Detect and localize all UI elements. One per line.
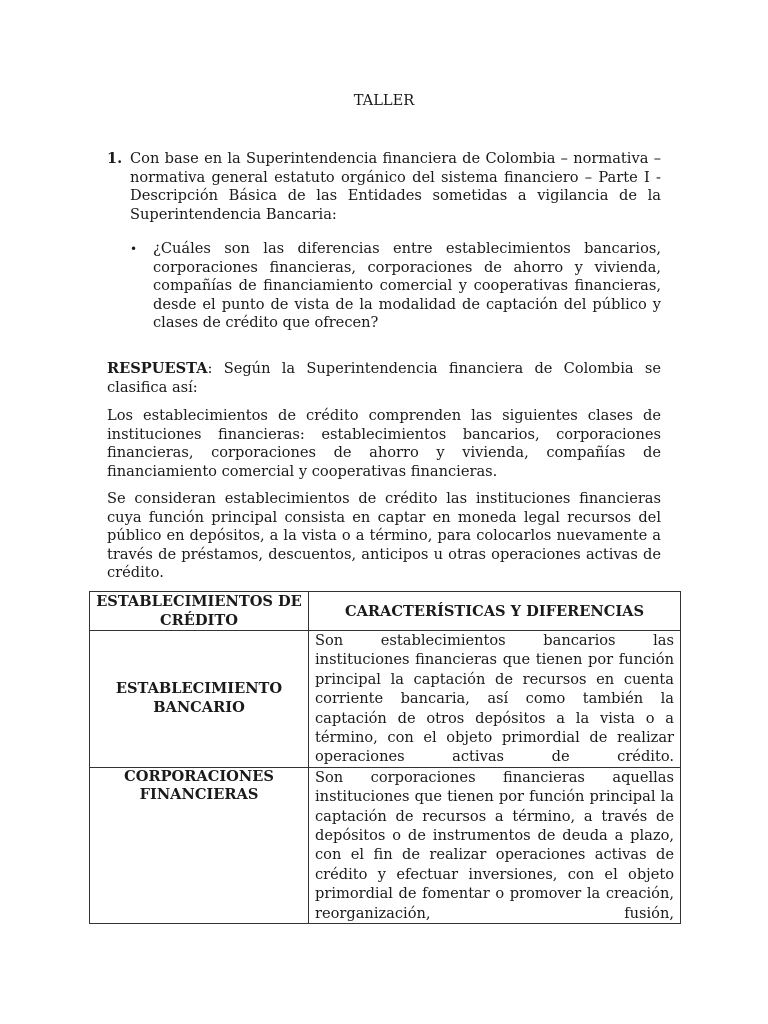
answer-label: RESPUESTA xyxy=(107,360,208,377)
question-text: Con base en la Superintendencia financiera de Colombia – normativa – normativa general estatuto orgánico del sistema financiero – Parte I - Descripción Básica de las Entidades sometidas a vigilancia de la Superintendencia Bancaria: xyxy=(130,150,661,223)
page-title: TALLER xyxy=(353,92,415,109)
table-header-characteristics: CARACTERÍSTICAS Y DIFERENCIAS xyxy=(309,592,681,631)
table-header-row xyxy=(90,592,681,631)
table-header-institutions: ESTABLECIMIENTOS DE CRÉDITO xyxy=(90,592,309,631)
question-number: 1. xyxy=(107,150,123,167)
answer-paragraph-2: Se consideran establecimientos de crédito las instituciones financieras cuya función principal consista en captar en moneda legal recursos del público en depósitos, a la vista o a término, para colocarlos nuevamente a través de préstamos, descuentos, anticipos u otras operaciones activas de crédito. xyxy=(107,490,661,581)
bullet-icon: • xyxy=(130,242,138,256)
table-row xyxy=(90,767,681,923)
answer-intro-text: : Según la Superintendencia financiera de Colombia se clasifica así: xyxy=(107,360,661,396)
institution-name: CORPORACIONES FINANCIERAS xyxy=(90,767,309,923)
institution-description-cell xyxy=(309,767,681,923)
credit-institutions-table xyxy=(89,591,681,924)
bullet-text: ¿Cuáles son las diferencias entre establecimientos bancarios, corporaciones financieras, corporaciones de ahorro y vivienda, compañías de financiamiento comercial y cooperativas financieras, desde el punto de vista de la modalidad de captación del público y clases de crédito que ofrecen? xyxy=(153,240,661,331)
institution-name: ESTABLECIMIENTO BANCARIO xyxy=(90,631,309,768)
question-item xyxy=(107,150,661,224)
question-bullet xyxy=(130,240,661,333)
answer-intro xyxy=(107,360,661,397)
institution-description: Son establecimientos bancarios las instituciones financieras que tienen por función principal la captación de recursos en cuenta corriente bancaria, así como también la captación de otros depósitos a la vista o a término, con el objeto primordial de realizar operaciones activas de crédito. xyxy=(309,631,681,768)
answer-paragraph-1: Los establecimientos de crédito comprenden las siguientes clases de instituciones financieras: establecimientos bancarios, corporaciones financieras, corporaciones de ahorro y vivienda, compañías de financiamiento comercial y cooperativas financieras. xyxy=(107,407,661,480)
institution-description: Son corporaciones financieras aquellas instituciones que tienen por función principal la captación de recursos a término, a través de depósitos o de instrumentos de deuda a plazo, con el fin de realizar operaciones activas de crédito y efectuar inversiones, con el objeto primordial de fomentar o promover la creación, reorganización, fusión, xyxy=(315,768,674,922)
table-row xyxy=(90,631,681,768)
